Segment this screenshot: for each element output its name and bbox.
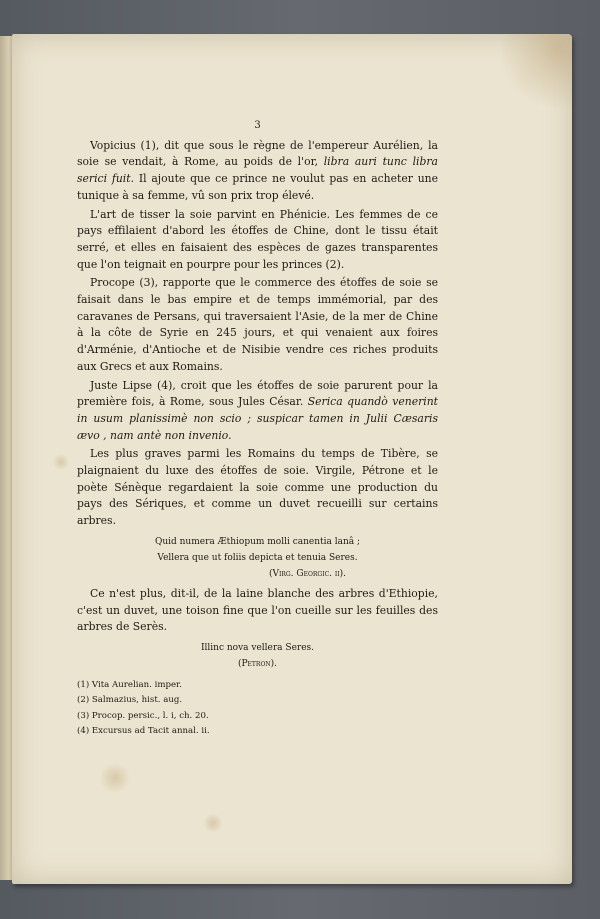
stain-spot bbox=[202, 814, 224, 832]
footnote: (2) Salmazius, hist. aug. bbox=[77, 695, 183, 706]
paragraph-juste-lipse bbox=[77, 378, 438, 445]
footnote: (3) Procop. persic., l. i, ch. 20. bbox=[77, 710, 209, 721]
paragraph-text: Les plus graves parmi les Romains du temps de Tibère, se plaignaient du luxe des étoffes de soie. Virgile, Pétrone et le poète Sénèque regardaient la soie comme une production du pays des Sériques, et comme un duvet recueilli sur certains arbres. bbox=[77, 447, 438, 528]
latin-quote: libra auri tunc libra serici fuit. bbox=[77, 155, 438, 186]
paragraph-text: Procope (3), rapporte que le commerce des étoffes de soie se faisait dans le bas empire et de temps immémorial, par des caravanes de Persans, qui traversaient l'Asie, de la mer de Chine à la côte de Syrie en 245 jours, et qui venaient aux foires d'Arménie, d'Antioche et de Nisibie vendre ces riches produits aux Grecs et aux Romains. bbox=[77, 276, 438, 373]
verse-line: Illinc nova vellera Seres. bbox=[200, 642, 315, 653]
paragraph-text: Il ajoute que ce prince ne voulut pas en acheter une tunique à sa femme, vû son prix trop élevé. bbox=[77, 172, 439, 202]
page-number: 3 bbox=[254, 120, 261, 131]
stain-spot bbox=[52, 454, 70, 470]
latin-quote: Serica quandò venerint in usum planissimè non scio ; suspicar tamen in Julii Cæsaris ævo , nam antè non invenio. bbox=[77, 395, 439, 442]
paragraph-tibere bbox=[77, 446, 438, 530]
footnotes bbox=[77, 678, 438, 740]
corner-stain bbox=[502, 34, 572, 114]
footnote: (4) Excursus ad Tacit annal. ii. bbox=[77, 726, 210, 737]
page-text bbox=[77, 118, 438, 740]
paragraph-ethiopie bbox=[77, 586, 438, 636]
paragraph-text: Vopicius (1), dit que sous le règne de l'empereur Aurélien, la soie se vendait, à Rome, au poids de l'or, bbox=[77, 138, 438, 169]
paragraph-text: Juste Lipse (4), croit que les étoffes de soie parurent pour la première fois, à Rome, sous Jules César. bbox=[77, 378, 438, 409]
paragraph-vopicius bbox=[77, 138, 438, 205]
paragraph-text: L'art de tisser la soie parvint en Phénicie. Les femmes de ce pays effilaient d'abord les étoffes de Chine, dont le tissu était serré, et elles en faisaient des espèces de gazes transparentes que l'on teignait en pourpre pour les princes (2). bbox=[77, 207, 438, 271]
verse-line: Quid numera Æthiopum molli canentia lanâ ; bbox=[154, 536, 361, 547]
paragraph-procope bbox=[77, 275, 438, 375]
footnote: (1) Vita Aurelian. imper. bbox=[77, 679, 182, 690]
verse-quote-petron bbox=[77, 640, 438, 672]
verse-citation: (Petron). bbox=[237, 658, 277, 669]
paragraph-phenicie bbox=[77, 207, 438, 274]
verse-quote-virgil bbox=[77, 534, 438, 582]
paragraph-text: Ce n'est plus, dit-il, de la laine blanche des arbres d'Ethiopie, c'est un duvet, une toison fine que l'on cueille sur les feuilles des arbres de Serès. bbox=[77, 586, 438, 634]
stain-spot bbox=[98, 764, 132, 792]
verse-citation: (Virg. Georgic. ii). bbox=[268, 568, 346, 579]
verse-line: Vellera que ut foliis depicta et tenuia Seres. bbox=[157, 552, 358, 563]
